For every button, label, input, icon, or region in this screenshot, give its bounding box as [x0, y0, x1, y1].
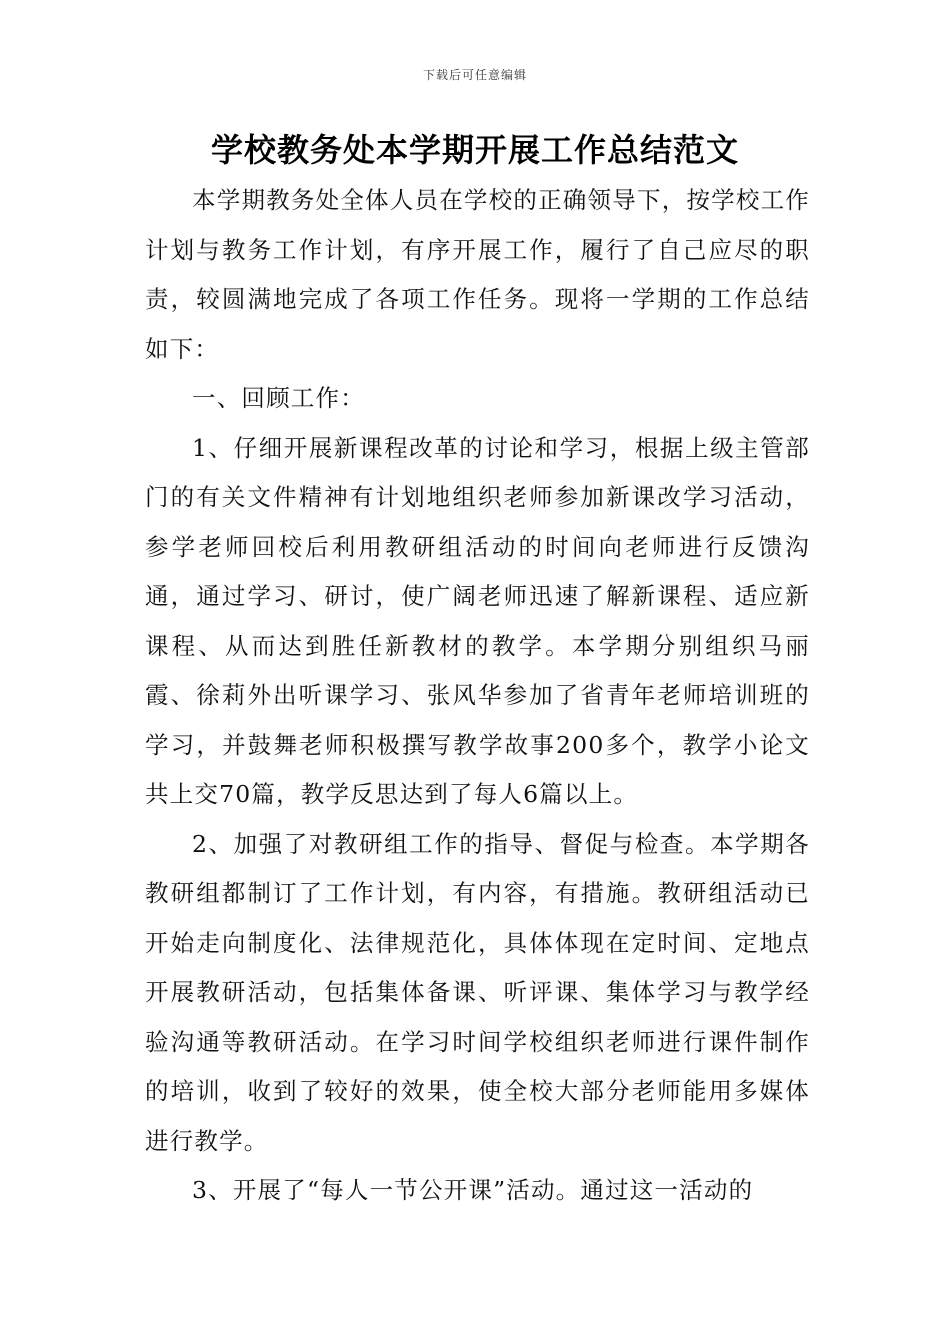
- document-body: [145, 176, 810, 1216]
- paragraph-item-1: 1、仔细开展新课程改革的讨论和学习，根据上级主管部门的有关文件精神有计划地组织老师参加新课改学习活动，参学老师回校后利用教研组活动的时间向老师进行反馈沟通，通过学习、研讨，使广阔老师迅速了解新课程、适应新课程、从而达到胜任新教材的教学。本学期分别组织马丽霞、徐莉外出听课学习、张风华参加了省青年老师培训班的学习，并鼓舞老师积极撰写教学故事200多个，教学小论文共上交70篇，教学反思达到了每人6篇以上。: [145, 433, 810, 808]
- header-note: 下载后可任意编辑: [422, 68, 527, 82]
- intro-paragraph: 本学期教务处全体人员在学校的正确领导下，按学校工作计划与教务工作计划，有序开展工作，履行了自己应尽的职责，较圆满地完成了各项工作任务。现将一学期的工作总结如下：: [145, 186, 810, 363]
- section-heading: 一、回顾工作：: [192, 384, 365, 412]
- paragraph-item-2: 2、加强了对教研组工作的指导、督促与检查。本学期各教研组都制订了工作计划，有内容，有措施。教研组活动已开始走向制度化、法律规范化，具体体现在定时间、定地点开展教研活动，包括集体备课、听评课、集体学习与教学经验沟通等教研活动。在学习时间学校组织老师进行课件制作的培训，收到了较好的效果，使全校大部分老师能用多媒体进行教学。: [145, 829, 810, 1155]
- document-title: 学校教务处本学期开展工作总结范文: [210, 131, 739, 169]
- paragraph-item-3: 3、开展了“每人一节公开课”活动。通过这一活动的: [192, 1176, 754, 1204]
